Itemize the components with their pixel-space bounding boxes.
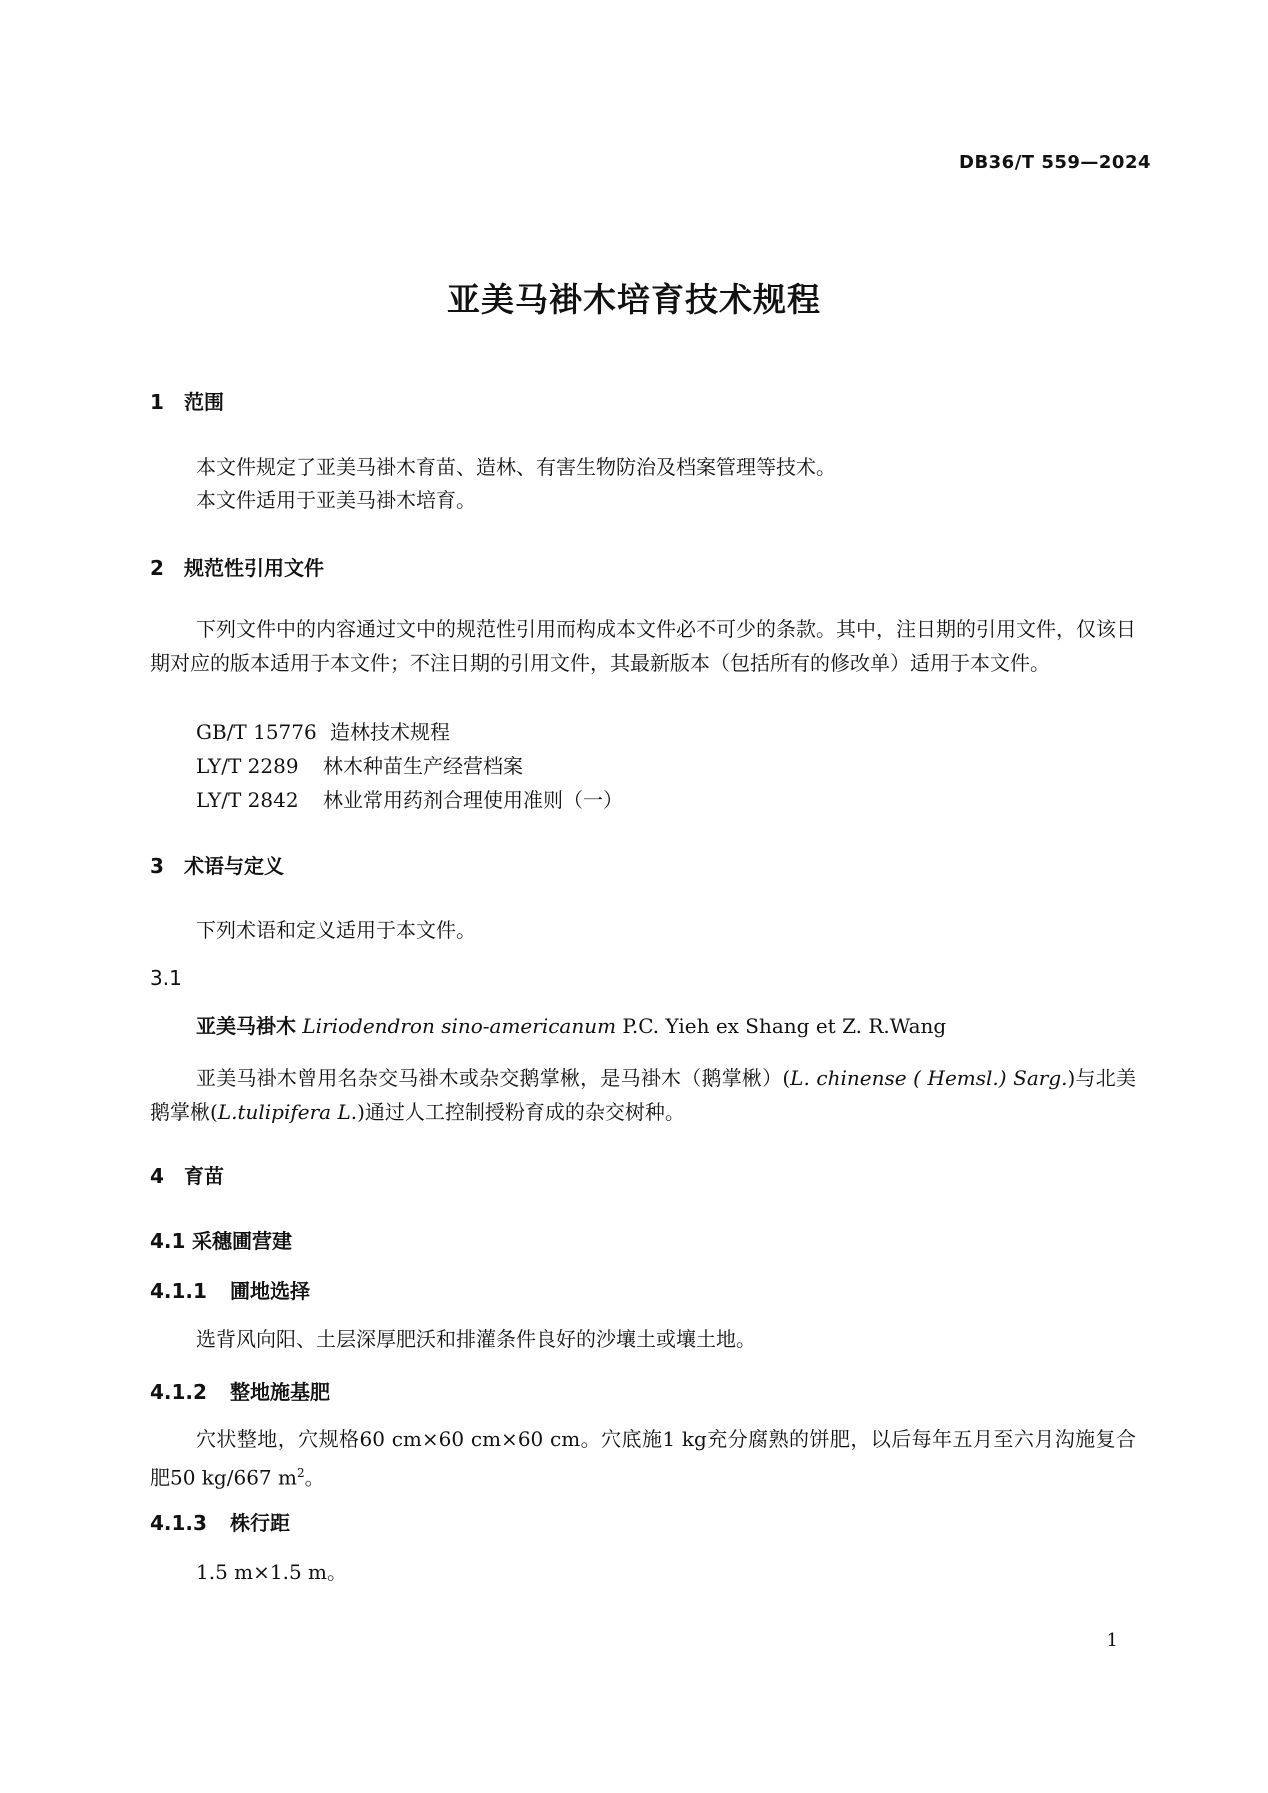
section-number: 4.1 [150, 1229, 186, 1253]
section-3-heading [150, 850, 284, 879]
section-number: 3 [150, 854, 164, 878]
section-number: 1 [150, 390, 164, 414]
section-2-heading [150, 552, 324, 581]
section-number: 4.1.3 [150, 1511, 207, 1535]
subsection-4-1-2-heading [150, 1376, 330, 1405]
terms-intro: 下列术语和定义适用于本文件。 [196, 918, 476, 942]
subsection-4-1-3-heading [150, 1507, 290, 1536]
scope-paragraph-1: 本文件规定了亚美马褂木育苗、造林、有害生物防治及档案管理等技术。 [196, 455, 836, 479]
subsection-4-1-1-heading [150, 1275, 310, 1304]
fertilizer-text-end: 。 [304, 1465, 325, 1490]
standard-code: DB36/T 559—2024 [959, 152, 1151, 173]
site-selection-text: 选背风向阳、土层深厚肥沃和排灌条件良好的沙壤土或壤土地。 [196, 1327, 756, 1351]
spacing-text: 1.5 m×1.5 m。 [196, 1560, 348, 1584]
term-latin-name: Liriodendron sino-americanum [302, 1014, 617, 1038]
page-number: 1 [1106, 1630, 1118, 1651]
term-definition [150, 1061, 1136, 1129]
subsection-4-1-heading [150, 1225, 292, 1254]
section-title: 整地施基肥 [230, 1380, 330, 1404]
section-title: 育苗 [184, 1164, 224, 1188]
definition-text: 亚美马褂木曾用名杂交马褂木或杂交鹅掌楸，是马褂木（鹅掌楸）( [196, 1066, 791, 1090]
definition-latin: L. chinense ( Hemsl.) Sarg. [790, 1066, 1068, 1090]
normative-references-intro: 下列文件中的内容通过文中的规范性引用而构成本文件必不可少的条款。其中，注日期的引用文件，仅该日期对应的版本适用于本文件；不注日期的引用文件，其最新版本（包括所有的修改单）适用于本文件。 [150, 617, 1136, 675]
reference-item [196, 750, 523, 779]
reference-code: LY/T 2289 [196, 754, 299, 778]
section-number: 4 [150, 1164, 164, 1188]
definition-latin: L.tulipifera L. [217, 1100, 358, 1124]
section-title: 圃地选择 [230, 1279, 310, 1303]
term-entry [196, 1009, 946, 1043]
term-chinese: 亚美马褂木 [196, 1014, 296, 1038]
section-1-heading [150, 386, 224, 415]
section-number: 4.1.2 [150, 1380, 207, 1404]
definition-text: )与北美鹅掌楸( [150, 1066, 1136, 1124]
fertilizer-text: 穴状整地，穴规格60 cm×60 cm×60 cm。穴底施1 kg充分腐熟的饼肥，以后每年五月至六月沟施复合肥50 kg/667 m [150, 1427, 1136, 1490]
section-title: 株行距 [230, 1511, 290, 1535]
section-number: 2 [150, 556, 164, 580]
superscript: 2 [296, 1466, 305, 1480]
section-4-heading [150, 1160, 224, 1189]
term-author: P.C. Yieh ex Shang et Z. R.Wang [616, 1014, 947, 1038]
definition-text: )通过人工控制授粉育成的杂交树种。 [357, 1100, 685, 1124]
reference-title: 林木种苗生产经营档案 [323, 754, 523, 778]
section-title: 术语与定义 [184, 854, 284, 878]
scope-paragraph-2: 本文件适用于亚美马褂木培育。 [196, 488, 476, 512]
reference-item [196, 784, 623, 813]
section-title: 范围 [184, 390, 224, 414]
section-number: 4.1.1 [150, 1279, 207, 1303]
document-title: 亚美马褂木培育技术规程 [447, 280, 821, 319]
reference-code: LY/T 2842 [196, 788, 299, 812]
reference-code: GB/T 15776 [196, 720, 317, 744]
reference-title: 林业常用药剂合理使用准则（一） [323, 788, 623, 812]
term-number: 3.1 [150, 966, 182, 990]
section-title: 采穗圃营建 [192, 1229, 292, 1253]
reference-title: 造林技术规程 [330, 720, 450, 744]
reference-item [196, 716, 450, 745]
section-title: 规范性引用文件 [184, 556, 324, 580]
soil-prep-fertilizer-text [150, 1422, 1136, 1495]
